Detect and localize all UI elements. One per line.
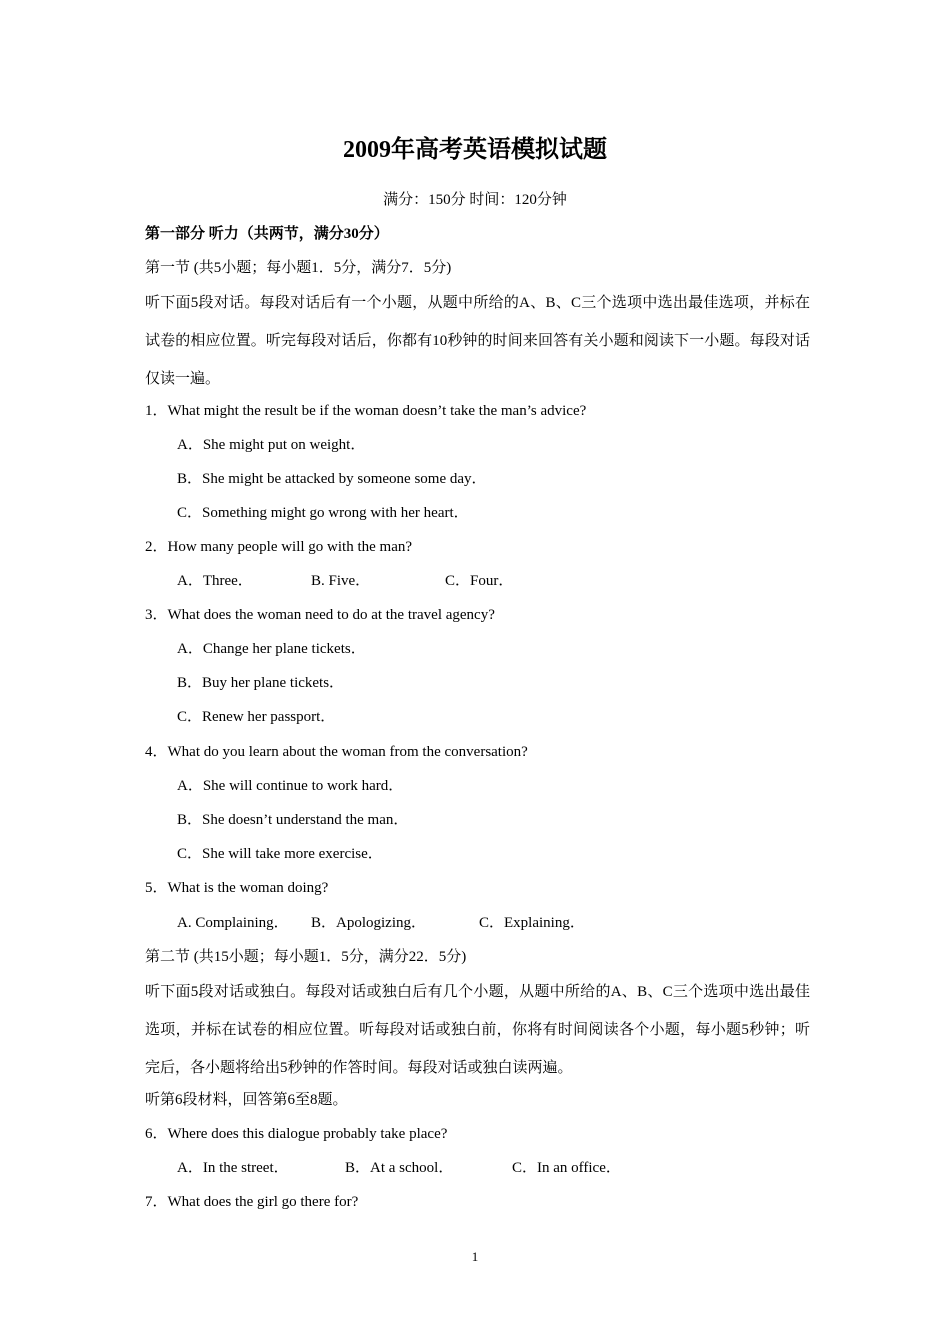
option-4a: A．She will continue to work hard． bbox=[177, 778, 404, 794]
question-1: 1．What might the result be if the woman doesn’t take the man’s advice? bbox=[145, 403, 587, 419]
question-5: 5．What is the woman doing? bbox=[145, 880, 329, 896]
option-1c: C．Something might go wrong with her heart． bbox=[177, 505, 469, 521]
section1-instructions: 听下面5段对话。每段对话后有一个小题，从题中所给的A、B、C三个选项中选出最佳选项，并标在试卷的相应位置。听完每段对话后，你都有10秒钟的时间来回答有关小题和阅读下一小题。每段对话仅读一遍。 bbox=[145, 295, 810, 387]
section2-heading: 第二节 (共15小题；每小题1．5分，满分22．5分) bbox=[145, 949, 467, 965]
section2-instructions: 听下面5段对话或独白。每段对话或独白后有几个小题，从题中所给的A、B、C三个选项中选出最佳选项，并标在试卷的相应位置。听每段对话或独白前，你将有时间阅读各个小题，每小题5秒钟；听完后，各小题将给出5秒钟的作答时间。每段对话或独白读两遍。 bbox=[145, 984, 810, 1076]
question-2: 2．How many people will go with the man? bbox=[145, 539, 413, 555]
question-6: 6．Where does this dialogue probably take place? bbox=[145, 1126, 448, 1142]
option-1a: A．She might put on weight． bbox=[177, 437, 366, 453]
material-instruction: 听第6段材料，回答第6至8题。 bbox=[145, 1092, 348, 1108]
question-7: 7．What does the girl go there for? bbox=[145, 1194, 359, 1210]
option-3c: C．Renew her passport． bbox=[177, 709, 336, 725]
option-2a: A．Three． bbox=[177, 573, 253, 589]
option-2c: C．Four． bbox=[445, 573, 514, 589]
option-4c: C．She will take more exercise． bbox=[177, 846, 383, 862]
question-4: 4．What do you learn about the woman from the conversation? bbox=[145, 744, 528, 760]
question-3: 3．What does the woman need to do at the travel agency? bbox=[145, 607, 495, 623]
option-6b: B．At a school． bbox=[345, 1160, 454, 1176]
option-6a: A．In the street． bbox=[177, 1160, 289, 1176]
option-3b: B．Buy her plane tickets． bbox=[177, 675, 345, 691]
option-5a: A. Complaining． bbox=[177, 915, 289, 931]
option-4b: B．She doesn’t understand the man． bbox=[177, 812, 409, 828]
part1-heading: 第一部分 听力（共两节，满分30分） bbox=[145, 226, 389, 242]
option-5b: B．Apologizing． bbox=[311, 915, 426, 931]
page-title: 2009年高考英语模拟试题 bbox=[343, 137, 607, 163]
option-6c: C．In an office． bbox=[512, 1160, 621, 1176]
option-1b: B．She might be attacked by someone some day． bbox=[177, 471, 487, 487]
option-3a: A．Change her plane tickets． bbox=[177, 641, 366, 657]
option-2b: B. Five． bbox=[311, 573, 371, 589]
exam-info: 满分：150分 时间：120分钟 bbox=[383, 192, 567, 208]
option-5c: C．Explaining． bbox=[479, 915, 585, 931]
section1-heading: 第一节 (共5小题；每小题1．5分，满分7．5分) bbox=[145, 260, 452, 276]
page-number: 1 bbox=[471, 1249, 479, 1264]
